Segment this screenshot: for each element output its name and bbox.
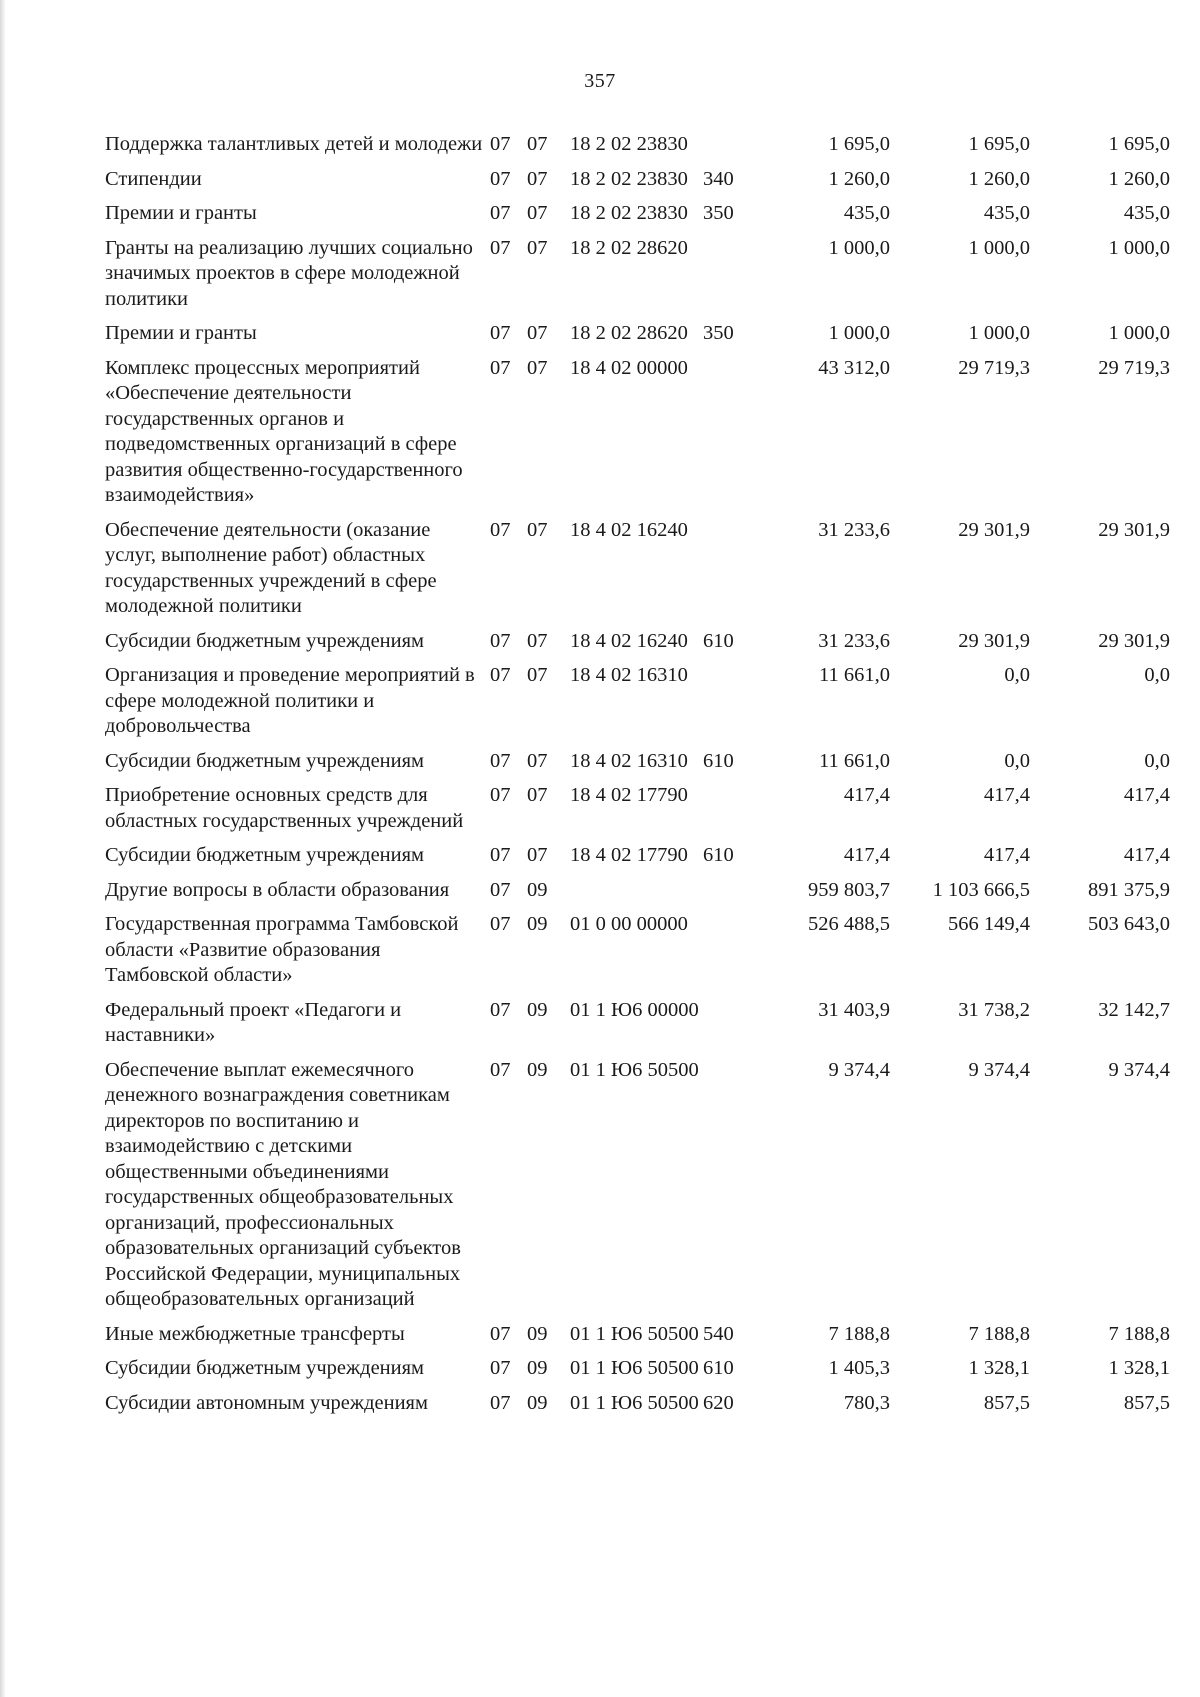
row-amount-year-2: 1 695,0 — [968, 133, 1030, 155]
scan-edge-shadow — [0, 0, 6, 1697]
row-amount-year-3: 1 000,0 — [1108, 236, 1170, 259]
page-number: 357 — [584, 70, 616, 92]
row-amount-year-1: 11 661,0 — [819, 749, 890, 772]
row-name: Обеспечение деятельности (оказание услуг, выполнение работ) областных государственных учреждений в сфере молодежной политики — [105, 518, 437, 617]
row-section-code: 07 — [490, 133, 511, 155]
row-amount-year-1: 43 312,0 — [818, 356, 890, 379]
row-amount-year-3: 1 260,0 — [1108, 167, 1170, 190]
row-target-article: 18 2 02 23830 — [570, 167, 688, 190]
row-amount-year-1: 7 188,8 — [828, 1322, 890, 1345]
row-amount-year-1: 31 233,6 — [818, 518, 890, 541]
row-amount-year-2: 1 103 666,5 — [932, 878, 1030, 901]
row-section-code: 07 — [490, 913, 511, 935]
row-amount-year-3: 0,0 — [1144, 664, 1170, 686]
row-amount-year-1: 435,0 — [843, 202, 890, 224]
row-amount-year-3: 29 719,3 — [1098, 356, 1170, 379]
row-target-article: 18 4 02 16310 — [570, 749, 688, 772]
row-target-article: 18 4 02 16240 — [570, 518, 688, 541]
table-row — [105, 1058, 1170, 1322]
row-name: Гранты на реализацию лучших социально значимых проектов в сфере молодежной политики — [105, 236, 473, 310]
row-subsection-code: 07 — [527, 629, 548, 652]
row-name: Приобретение основных средств для областных государственных учреждений — [105, 784, 464, 832]
row-amount-year-2: 9 374,4 — [968, 1058, 1030, 1081]
row-subsection-code: 07 — [527, 749, 548, 772]
row-amount-year-1: 11 661,0 — [819, 664, 890, 686]
row-section-code: 07 — [490, 1391, 511, 1414]
row-target-article: 18 2 02 23830 — [570, 133, 688, 155]
row-amount-year-1: 780,3 — [843, 1391, 890, 1414]
row-name: Субсидии бюджетным учреждениям — [105, 844, 425, 866]
table-row — [105, 236, 1170, 322]
row-name: Субсидии автономным учреждениям — [105, 1391, 428, 1414]
row-expense-type: 540 — [703, 1322, 734, 1345]
row-target-article: 01 0 00 00000 — [570, 913, 688, 935]
table-row — [105, 783, 1170, 843]
row-amount-year-2: 1 260,0 — [968, 167, 1030, 190]
row-subsection-code: 09 — [527, 1357, 548, 1379]
table-row — [105, 1391, 1170, 1426]
row-target-article — [570, 878, 703, 913]
row-expense-type — [703, 356, 748, 518]
row-expense-type — [703, 1058, 748, 1322]
row-section-code: 07 — [490, 1322, 511, 1345]
row-subsection-code: 07 — [527, 236, 548, 259]
row-section-code: 07 — [490, 202, 511, 224]
row-expense-type: 610 — [703, 749, 734, 772]
row-expense-type: 340 — [703, 167, 734, 190]
table-row — [105, 998, 1170, 1058]
row-section-code: 07 — [490, 784, 511, 806]
row-amount-year-3: 29 301,9 — [1098, 518, 1170, 541]
row-name: Субсидии бюджетным учреждениям — [105, 1357, 425, 1379]
row-target-article: 18 4 02 17790 — [570, 784, 688, 806]
row-amount-year-2: 1 328,1 — [968, 1357, 1030, 1379]
row-expense-type — [703, 518, 748, 629]
row-amount-year-2: 7 188,8 — [968, 1322, 1030, 1345]
row-section-code: 07 — [490, 518, 511, 541]
row-amount-year-1: 417,4 — [843, 844, 890, 866]
row-amount-year-3: 857,5 — [1123, 1391, 1170, 1414]
table-row — [105, 1356, 1170, 1391]
row-expense-type — [703, 878, 748, 913]
row-name: Субсидии бюджетным учреждениям — [105, 629, 425, 652]
row-amount-year-1: 417,4 — [843, 784, 890, 806]
row-name: Премии и гранты — [105, 322, 257, 344]
row-amount-year-3: 9 374,4 — [1108, 1058, 1170, 1081]
row-amount-year-2: 31 738,2 — [958, 998, 1030, 1021]
row-subsection-code: 09 — [527, 1322, 548, 1345]
row-subsection-code: 07 — [527, 518, 548, 541]
row-section-code: 07 — [490, 878, 511, 901]
row-subsection-code: 09 — [527, 878, 548, 901]
row-amount-year-3: 1 328,1 — [1108, 1357, 1170, 1379]
table-row — [105, 663, 1170, 749]
budget-table — [105, 132, 1170, 1425]
row-amount-year-3: 891 375,9 — [1088, 878, 1170, 901]
row-expense-type — [703, 663, 748, 749]
row-amount-year-3: 503 643,0 — [1088, 913, 1170, 935]
row-subsection-code: 09 — [527, 1058, 548, 1081]
row-expense-type — [703, 783, 748, 843]
row-amount-year-3: 417,4 — [1123, 844, 1170, 866]
row-expense-type — [703, 236, 748, 322]
table-row — [105, 518, 1170, 629]
row-subsection-code: 09 — [527, 998, 548, 1021]
row-name: Обеспечение выплат ежемесячного денежного вознаграждения советникам директоров по воспитанию и взаимодействию с детскими общественными объединениями государственных общеобразовательных организаций, профессиональных образовательных организаций субъектов Российской Федерации, муниципальных общеобразовательных организаций — [105, 1058, 461, 1310]
row-expense-type — [703, 998, 748, 1058]
row-expense-type — [703, 912, 748, 998]
row-amount-year-1: 31 403,9 — [818, 998, 890, 1021]
row-amount-year-2: 417,4 — [983, 784, 1030, 806]
row-expense-type: 610 — [703, 629, 734, 652]
row-name: Государственная программа Тамбовской области «Развитие образования Тамбовской области» — [105, 913, 459, 986]
row-amount-year-3: 32 142,7 — [1098, 998, 1170, 1021]
row-name: Стипендии — [105, 167, 202, 190]
row-expense-type: 610 — [703, 844, 734, 866]
row-amount-year-2: 1 000,0 — [968, 236, 1030, 259]
row-name: Другие вопросы в области образования — [105, 878, 450, 901]
row-amount-year-2: 29 301,9 — [958, 629, 1030, 652]
row-section-code: 07 — [490, 356, 511, 379]
row-amount-year-1: 9 374,4 — [828, 1058, 890, 1081]
row-target-article: 18 4 02 16240 — [570, 629, 688, 652]
row-expense-type — [703, 132, 748, 167]
row-section-code: 07 — [490, 664, 511, 686]
row-amount-year-2: 417,4 — [983, 844, 1030, 866]
row-amount-year-2: 29 301,9 — [958, 518, 1030, 541]
row-amount-year-2: 566 149,4 — [948, 913, 1030, 935]
row-target-article: 01 1 Ю6 50500 — [570, 1322, 699, 1345]
row-subsection-code: 07 — [527, 167, 548, 190]
row-amount-year-2: 0,0 — [1004, 749, 1030, 772]
row-name: Поддержка талантливых детей и молодежи — [105, 133, 483, 155]
row-subsection-code: 07 — [527, 784, 548, 806]
row-target-article: 01 1 Ю6 50500 — [570, 1357, 699, 1379]
row-target-article: 18 2 02 23830 — [570, 202, 688, 224]
row-section-code: 07 — [490, 844, 511, 866]
row-subsection-code: 07 — [527, 844, 548, 866]
row-subsection-code: 07 — [527, 322, 548, 344]
row-amount-year-3: 1 000,0 — [1108, 322, 1170, 344]
row-amount-year-2: 29 719,3 — [958, 356, 1030, 379]
table-row — [105, 132, 1170, 167]
row-amount-year-1: 1 260,0 — [828, 167, 890, 190]
row-section-code: 07 — [490, 167, 511, 190]
row-name: Иные межбюджетные трансферты — [105, 1322, 405, 1345]
table-row — [105, 356, 1170, 518]
table-row — [105, 629, 1170, 664]
row-target-article: 18 4 02 16310 — [570, 664, 688, 686]
row-target-article: 01 1 Ю6 00000 — [570, 998, 699, 1021]
row-subsection-code: 09 — [527, 1391, 548, 1414]
row-amount-year-1: 1 405,3 — [828, 1357, 890, 1379]
row-amount-year-2: 435,0 — [983, 202, 1030, 224]
row-expense-type: 350 — [703, 322, 734, 344]
row-amount-year-1: 1 000,0 — [828, 322, 890, 344]
row-subsection-code: 07 — [527, 202, 548, 224]
row-amount-year-1: 1 000,0 — [828, 236, 890, 259]
row-amount-year-2: 857,5 — [983, 1391, 1030, 1414]
row-section-code: 07 — [490, 322, 511, 344]
table-row — [105, 912, 1170, 998]
row-amount-year-1: 1 695,0 — [828, 133, 890, 155]
row-target-article: 18 4 02 00000 — [570, 356, 688, 379]
row-amount-year-3: 29 301,9 — [1098, 629, 1170, 652]
table-body — [105, 132, 1170, 1425]
row-section-code: 07 — [490, 998, 511, 1021]
row-amount-year-2: 1 000,0 — [968, 322, 1030, 344]
row-target-article: 01 1 Ю6 50500 — [570, 1391, 699, 1414]
row-expense-type: 620 — [703, 1391, 734, 1414]
row-section-code: 07 — [490, 1357, 511, 1379]
row-expense-type: 350 — [703, 202, 734, 224]
table-row — [105, 321, 1170, 356]
row-amount-year-1: 526 488,5 — [808, 913, 890, 935]
row-section-code: 07 — [490, 236, 511, 259]
row-target-article: 01 1 Ю6 50500 — [570, 1058, 699, 1081]
table-row — [105, 167, 1170, 202]
row-amount-year-3: 0,0 — [1144, 749, 1170, 772]
row-amount-year-3: 1 695,0 — [1108, 133, 1170, 155]
row-amount-year-3: 435,0 — [1123, 202, 1170, 224]
table-row — [105, 1322, 1170, 1357]
row-section-code: 07 — [490, 749, 511, 772]
row-name: Комплекс процессных мероприятий «Обеспечение деятельности государственных органов и подведомственных организаций в сфере развития общественно-государственного взаимодействия» — [105, 356, 463, 506]
row-name: Федеральный проект «Педагоги и наставники» — [105, 998, 402, 1046]
row-name: Организация и проведение мероприятий в сфере молодежной политики и добровольчества — [105, 664, 475, 737]
row-expense-type: 610 — [703, 1357, 734, 1379]
table-row — [105, 843, 1170, 878]
row-subsection-code: 07 — [527, 664, 548, 686]
row-section-code: 07 — [490, 1058, 511, 1081]
table-row — [105, 201, 1170, 236]
row-name: Субсидии бюджетным учреждениям — [105, 749, 425, 772]
row-section-code: 07 — [490, 629, 511, 652]
row-amount-year-3: 417,4 — [1123, 784, 1170, 806]
row-target-article: 18 2 02 28620 — [570, 236, 688, 259]
row-amount-year-3: 7 188,8 — [1108, 1322, 1170, 1345]
row-amount-year-1: 959 803,7 — [808, 878, 890, 901]
row-subsection-code: 09 — [527, 913, 548, 935]
row-amount-year-2: 0,0 — [1004, 664, 1030, 686]
row-target-article: 18 4 02 17790 — [570, 844, 688, 866]
row-subsection-code: 07 — [527, 356, 548, 379]
row-amount-year-1: 31 233,6 — [818, 629, 890, 652]
row-subsection-code: 07 — [527, 133, 548, 155]
row-target-article: 18 2 02 28620 — [570, 322, 688, 344]
table-row — [105, 749, 1170, 784]
row-name: Премии и гранты — [105, 202, 257, 224]
table-row — [105, 878, 1170, 913]
